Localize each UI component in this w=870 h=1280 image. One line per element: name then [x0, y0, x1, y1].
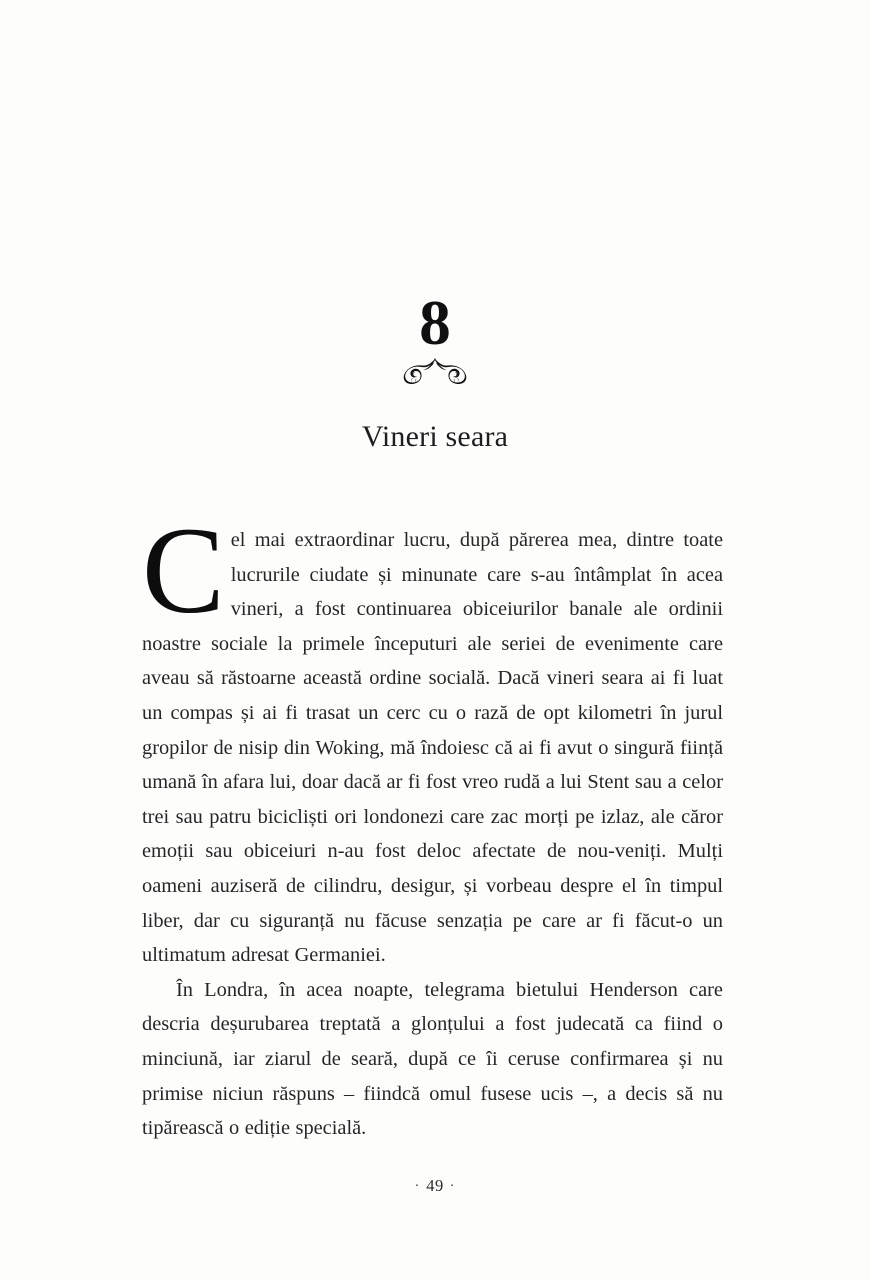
- drop-cap: C: [142, 502, 225, 639]
- chapter-number: 8: [419, 288, 451, 358]
- folio-dot-right: ·: [449, 1179, 456, 1194]
- chapter-title: Vineri seara: [361, 420, 509, 453]
- paragraph-second: În Londra, în acea noapte, telegrama bietului Henderson care descria deșurubarea treptată a glonțului a fost judecată ca fiind o minciună, iar ziarul de seară, după ce îi ceruse confirmarea și nu primise niciun răspuns – fiindcă omul fusese ucis –, a decis să nu tipărească o ediție specială.: [142, 978, 723, 1140]
- chapter-header: [0, 288, 870, 385]
- folio-page-number: 49: [426, 1176, 444, 1195]
- paragraph-first: [142, 502, 723, 973]
- folio-dot-left: ·: [414, 1179, 421, 1194]
- double-spiral-fleuron-ornament: [399, 355, 471, 385]
- paragraph-first-text: el mai extraordinar lucru, după părerea mea, dintre toate lucrurile ciudate și minunate care s-au întâmplat în acea vineri, a fost continuarea obiceiurilor banale ale ordinii noastre sociale la primele începuturi ale seriei de evenimente care aveau să răstoarne această ordine socială. Dacă vineri seara ai fi luat un compas și ai fi trasat un cerc cu o rază de opt kilometri în jurul gropilor de nisip din Woking, mă îndoiesc că ai fi avut o singură ființă umană în afara lui, doar dacă ar fi fost vreo rudă a lui Stent sau a celor trei sau patru bicicliști ori londonezi care zac morți pe izlaz, ale căror emoții sau obiceiuri n-au fost deloc afectate de nou-veniți. Mulți oameni auziseră de cilindru, desigur, și vorbeau despre el în timpul liber, dar cu siguranță nu făcuse senzația pe care ar fi făcut-o un ultimatum adresat Germaniei.: [142, 529, 723, 967]
- body-text-column: [142, 502, 723, 1146]
- page-folio: [0, 1176, 870, 1196]
